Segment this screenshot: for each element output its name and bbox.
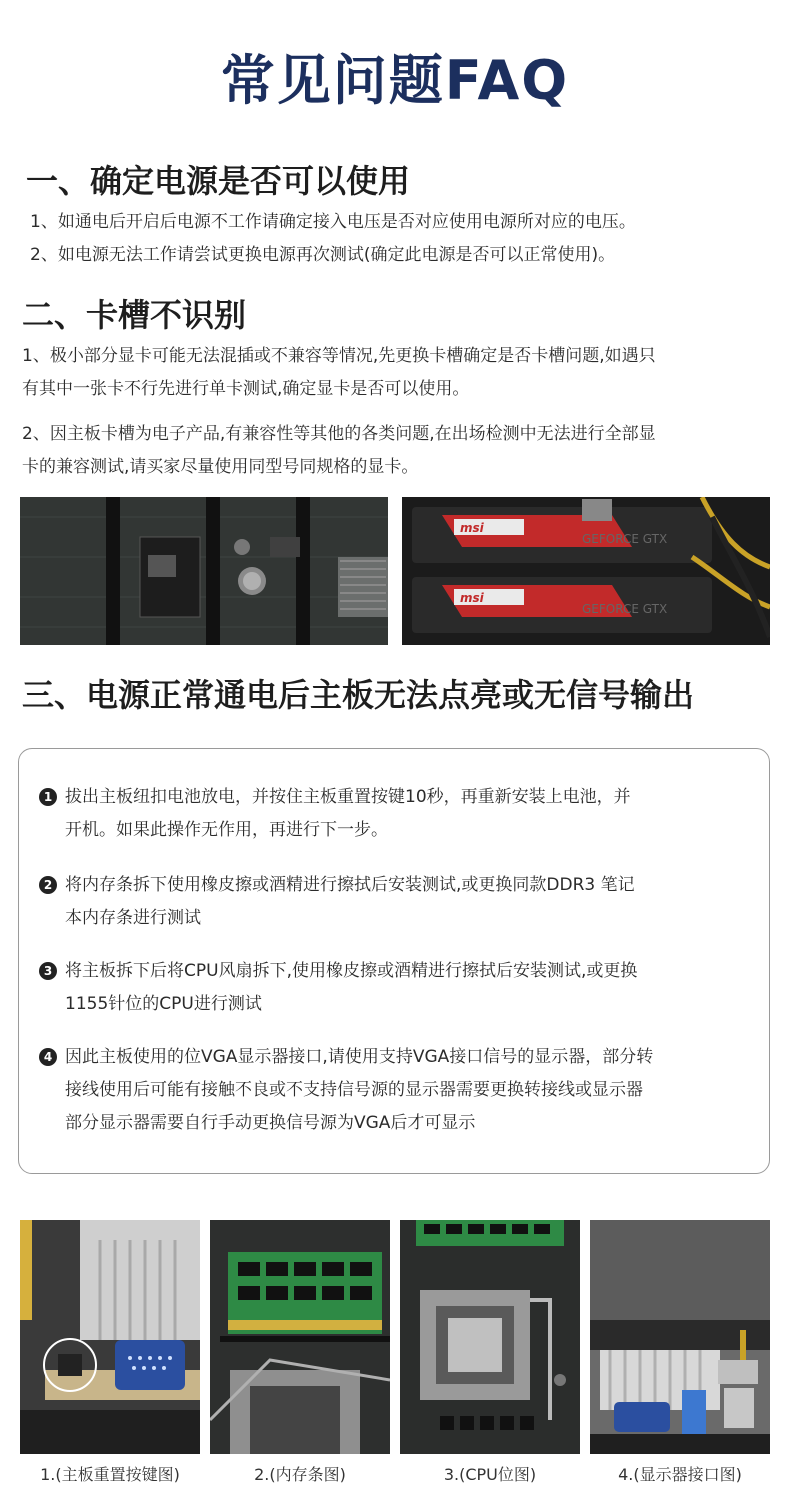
section2-heading: 二、卡槽不识别 [22, 296, 247, 334]
gpu-text-2: GEFORCE GTX [582, 602, 668, 616]
step-1-number: 1 [39, 788, 57, 806]
section2-body [22, 340, 762, 496]
step-4-number: 4 [39, 1048, 57, 1066]
step-2-line-1: 将内存条拆下使用橡皮擦或酒精进行擦拭后安装测试,或更换同款DDR3 笔记 [65, 875, 635, 895]
step-1-line-1: 拔出主板纽扣电池放电，并按住主板重置按键10秒，再重新安装上电池，并 [65, 787, 631, 807]
step-2-line-2: 本内存条进行测试 [65, 908, 201, 928]
steps-box [18, 748, 770, 1174]
gpu-brand-2: msi [460, 591, 484, 605]
step-1 [39, 781, 755, 847]
display-port-photo [590, 1220, 770, 1454]
step-4 [39, 1041, 755, 1140]
caption-reset-button: 1.(主板重置按键图) [40, 1465, 180, 1484]
gpu-cards-photo [402, 497, 770, 645]
step-3-line-2: 1155针位的CPU进行测试 [65, 994, 262, 1014]
section2-item-1 [22, 340, 762, 406]
step-4-line-3: 部分显示器需要自行手动更换信号源为VGA后才可显示 [65, 1113, 476, 1133]
section2-item-2-line-2: 卡的兼容测试,请买家尽量使用同型号同规格的显卡。 [22, 457, 419, 477]
section1-body [30, 206, 770, 272]
section2-item-1-line-1: 1、极小部分显卡可能无法混插或不兼容等情况,先更换卡槽确定是否卡槽问题,如遇只 [22, 346, 656, 366]
section1-item-2: 2、如电源无法工作请尝试更换电源再次测试(确定此电源是否可以正常使用)。 [30, 245, 616, 265]
gpu-brand-1: msi [460, 521, 484, 535]
caption-cpu: 3.(CPU位图) [443, 1465, 537, 1484]
section3-heading: 三、电源正常通电后主板无法点亮或无信号输出 [22, 676, 695, 714]
section2-item-2-line-1: 2、因主板卡槽为电子产品,有兼容性等其他的各类问题,在出场检测中无法进行全部显 [22, 424, 656, 444]
step-1-line-2: 开机。如果此操作无作用，再进行下一步。 [65, 820, 388, 840]
step-3-number: 3 [39, 962, 57, 980]
cpu-socket-photo [400, 1220, 580, 1454]
reset-button-photo [20, 1220, 200, 1454]
gpu-text-1: GEFORCE GTX [582, 532, 668, 546]
step-4-line-2: 接线使用后可能有接触不良或不支持信号源的显示器需要更换转接线或显示器 [65, 1080, 643, 1100]
memory-stick-photo [210, 1220, 390, 1454]
step-3-line-1: 将主板拆下后将CPU风扇拆下,使用橡皮擦或酒精进行擦拭后安装测试,或更换 [65, 961, 638, 981]
motherboard-slots-photo [20, 497, 388, 645]
step-3 [39, 955, 755, 1021]
section2-item-2 [22, 418, 762, 484]
step-2-number: 2 [39, 876, 57, 894]
caption-memory: 2.(内存条图) [254, 1465, 346, 1484]
caption-display-port: 4.(显示器接口图) [618, 1465, 742, 1484]
section1-item-1: 1、如通电后开启后电源不工作请确定接入电压是否对应使用电源所对应的电压。 [30, 212, 636, 232]
section2-item-1-line-2: 有其中一张卡不行先进行单卡测试,确定显卡是否可以使用。 [22, 379, 470, 399]
step-2 [39, 869, 755, 935]
section1-heading: 一、确定电源是否可以使用 [26, 162, 411, 200]
step-4-line-1: 因此主板使用的位VGA显示器接口,请使用支持VGA接口信号的显示器，部分转 [65, 1047, 654, 1067]
page-title: 常见问题FAQ [220, 49, 570, 112]
